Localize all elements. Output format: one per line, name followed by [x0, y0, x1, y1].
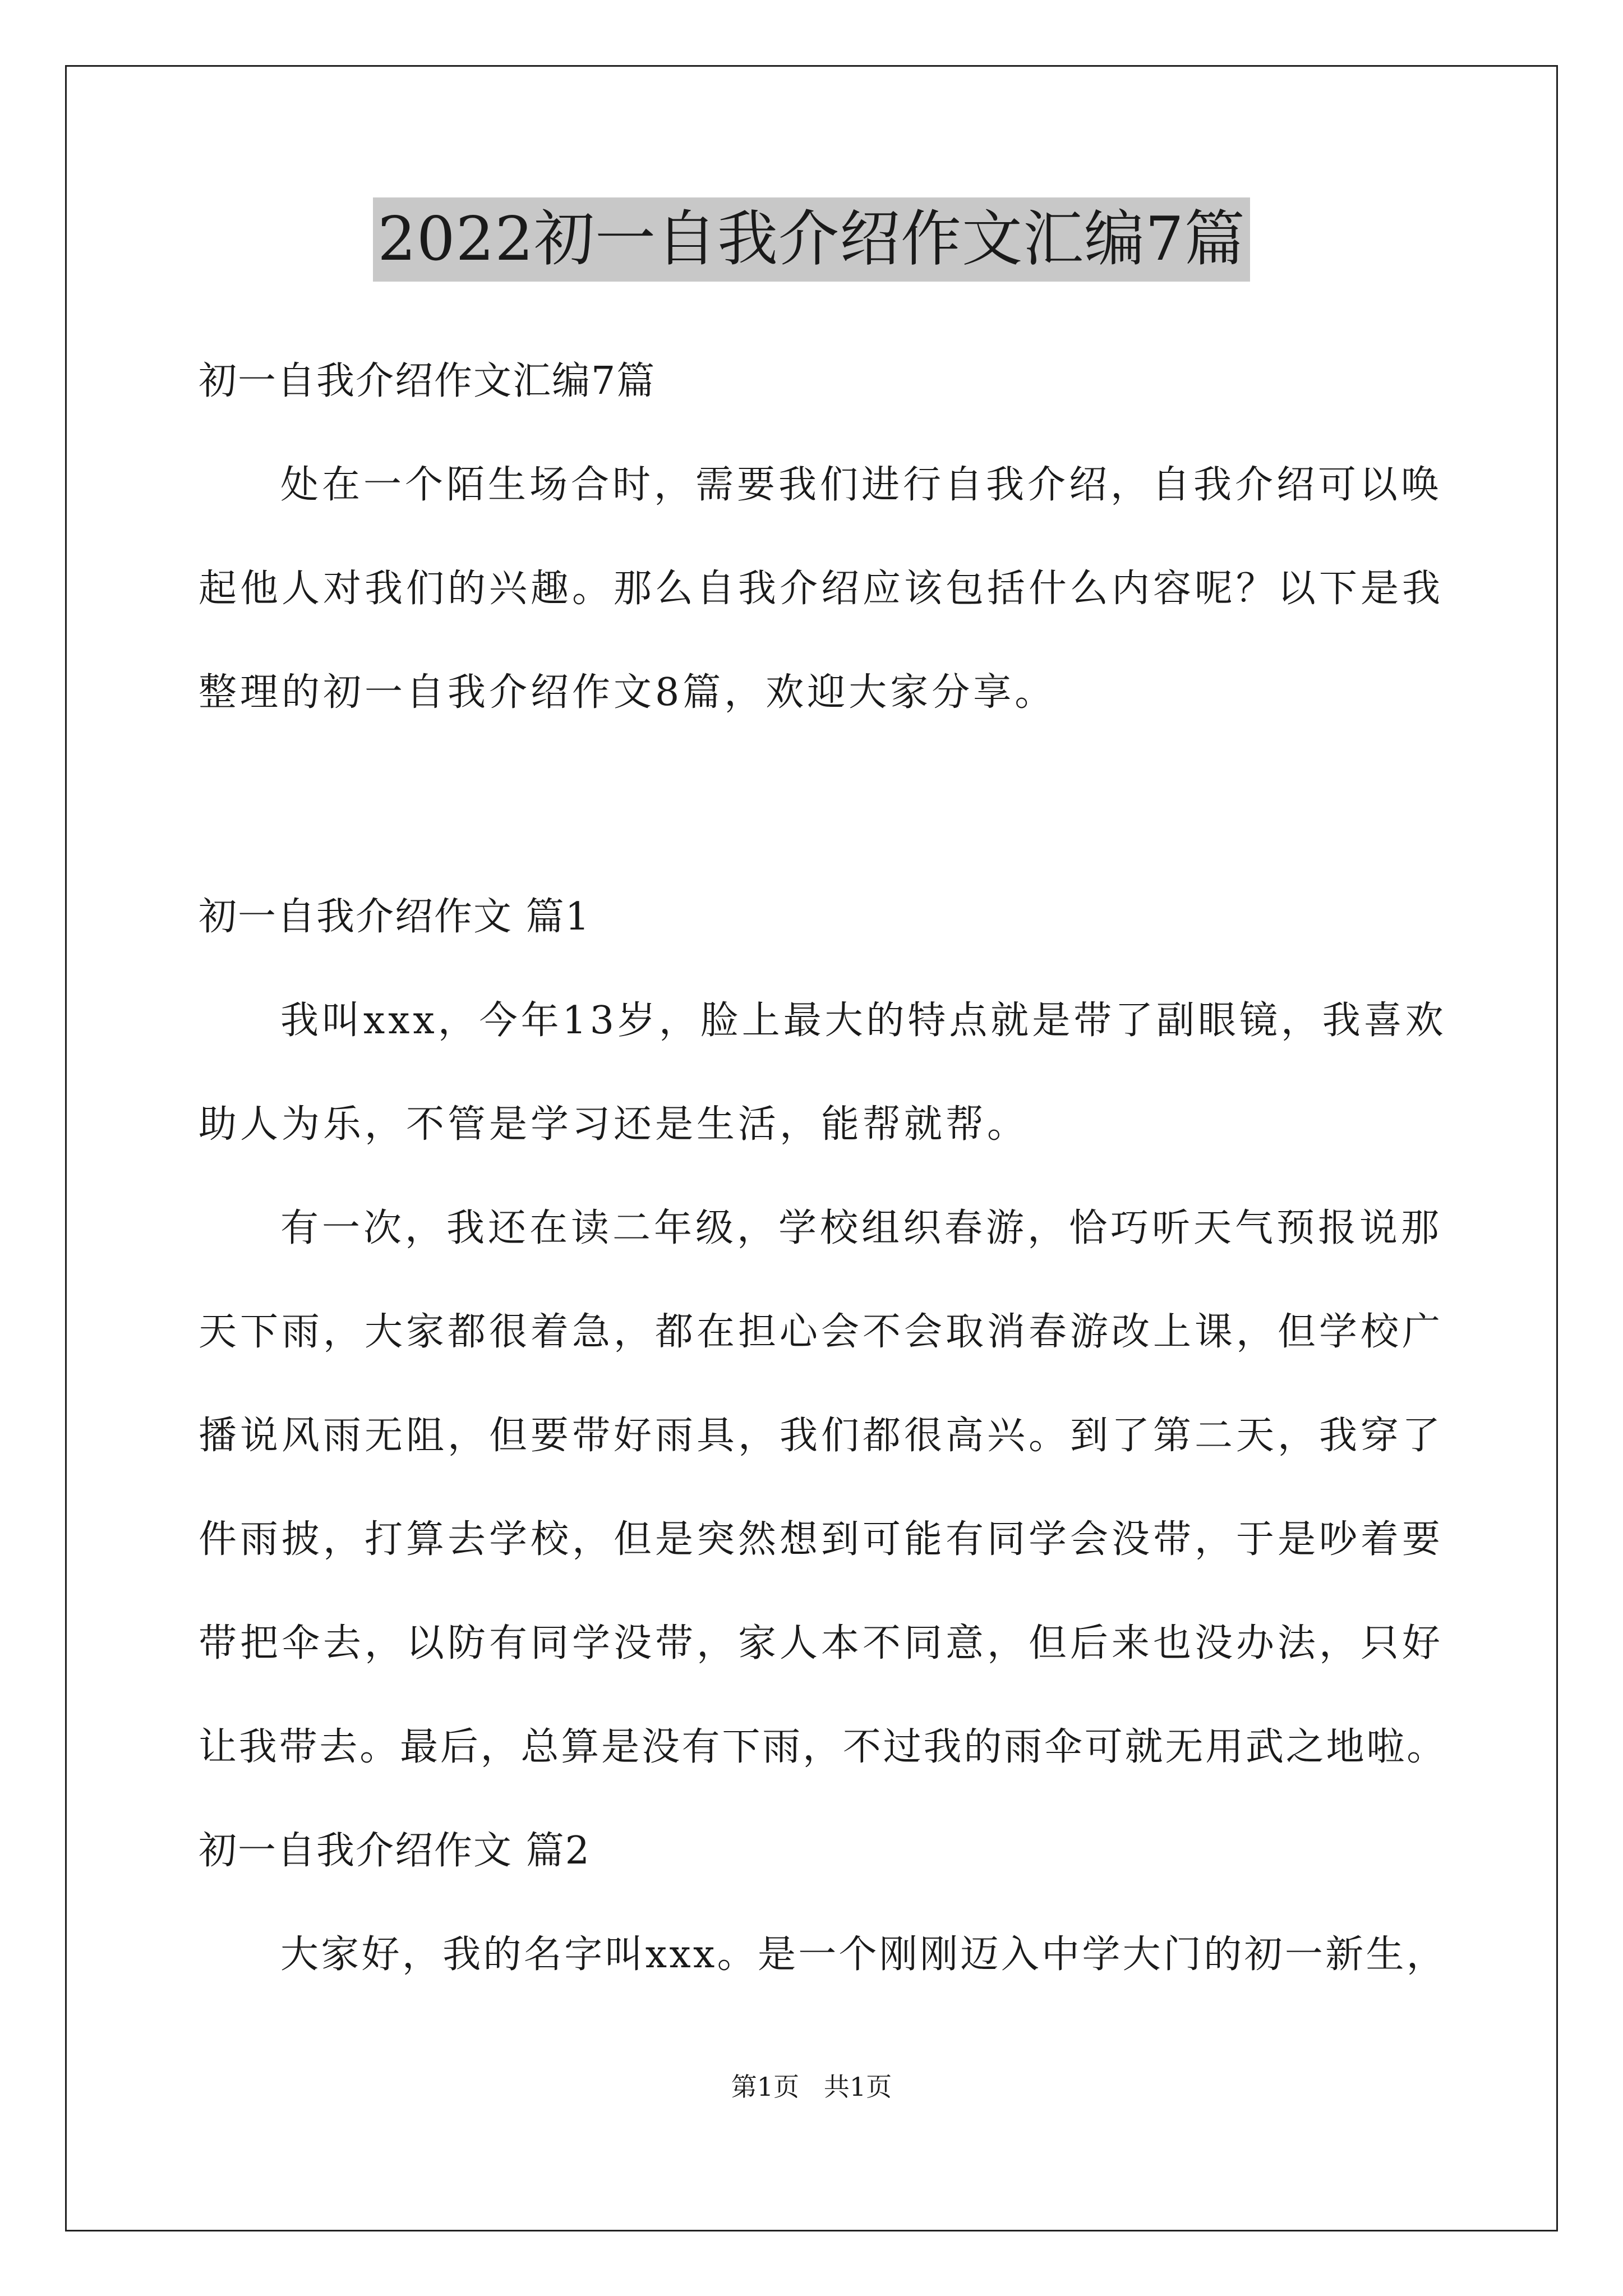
paragraph-line: 有一次，我还在读二年级，学校组织春游，恰巧听天气预报说那	[280, 1206, 1443, 1250]
page-footer: 第1页 共1页	[731, 2072, 892, 2102]
paragraph-line: 整理的初一自我介绍作文8篇，欢迎大家分享。	[199, 670, 1057, 715]
paragraph-line: 带把伞去，以防有同学没带，家人本不同意，但后来也没办法，只好	[199, 1621, 1444, 1665]
paragraph-line: 我叫xxx，今年13岁，脸上最大的特点就是带了副眼镜，我喜欢	[280, 999, 1447, 1043]
section-heading: 初一自我介绍作文 篇2	[199, 1829, 591, 1873]
paragraph-line: 播说风雨无阻，但要带好雨具，我们都很高兴。到了第二天，我穿了	[199, 1414, 1444, 1458]
paragraph-line: 大家好，我的名字叫xxx。是一个刚刚迈入中学大门的初一新生，	[280, 1932, 1447, 1977]
paragraph-line: 起他人对我们的兴趣。那么自我介绍应该包括什么内容呢？以下是我	[199, 567, 1444, 611]
section-heading: 初一自我介绍作文 篇1	[199, 895, 591, 939]
subtitle-line: 初一自我介绍作文汇编7篇	[199, 359, 656, 403]
paragraph-line: 让我带去。最后，总算是没有下雨，不过我的雨伞可就无用武之地啦。	[199, 1725, 1447, 1769]
document-title: 2022初一自我介绍作文汇编7篇	[373, 197, 1250, 282]
paragraph-line: 天下雨，大家都很着急，都在担心会不会取消春游改上课，但学校广	[199, 1310, 1444, 1354]
paragraph-line: 助人为乐，不管是学习还是生活，能帮就帮。	[199, 1102, 1029, 1147]
paragraph-line: 处在一个陌生场合时，需要我们进行自我介绍，自我介绍可以唤	[280, 463, 1443, 507]
paragraph-line: 件雨披，打算去学校，但是突然想到可能有同学会没带，于是吵着要	[199, 1517, 1444, 1562]
title-container	[0, 197, 1623, 282]
